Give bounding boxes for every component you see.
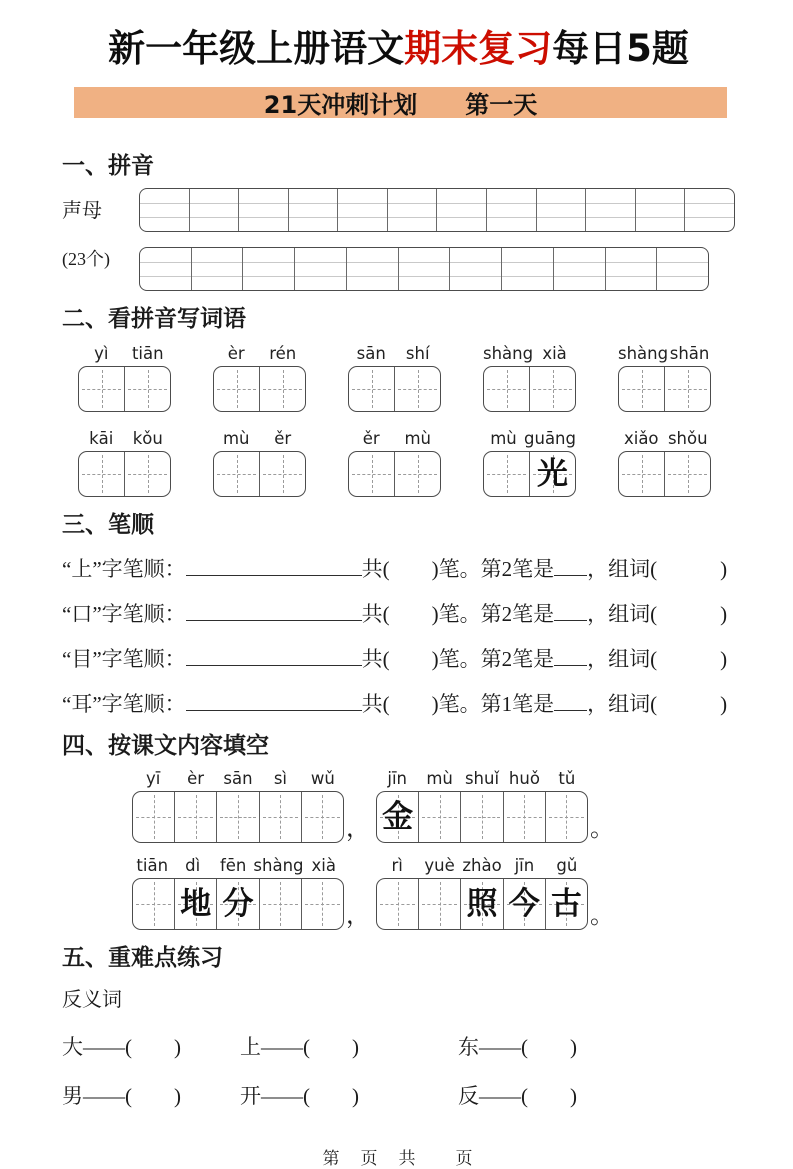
write-cell bbox=[124, 452, 170, 496]
write-cell bbox=[484, 452, 529, 496]
pinyin-syllable: sān bbox=[223, 768, 253, 788]
character-write-grid bbox=[213, 366, 306, 412]
initials-label: 声母 bbox=[62, 200, 102, 223]
pinyin-syllable: guāng bbox=[524, 428, 576, 448]
character-write-grid bbox=[132, 791, 344, 843]
answer-blank-short bbox=[554, 646, 587, 666]
write-cell bbox=[174, 879, 216, 929]
word-grid bbox=[213, 341, 306, 412]
word-grid-row2 bbox=[62, 426, 735, 497]
stroke-line-suffix: ，组词( ) bbox=[587, 692, 728, 717]
pinyin-labels bbox=[618, 341, 711, 363]
page-footer bbox=[62, 1144, 735, 1169]
word-grid-row1 bbox=[62, 341, 735, 412]
fill-grid bbox=[132, 853, 344, 930]
antonym-item: 男——( ) bbox=[62, 1084, 181, 1109]
section-pinyin bbox=[62, 152, 735, 291]
section-pinyin-heading: 一、拼音 bbox=[62, 153, 154, 179]
write-cell bbox=[635, 189, 685, 231]
section-practice bbox=[62, 944, 735, 1111]
word-grid bbox=[483, 426, 576, 497]
pinyin-syllable: shǒu bbox=[667, 428, 708, 448]
stroke-line-prefix: “耳”字笔顺： bbox=[62, 692, 186, 717]
pinyin-labels bbox=[376, 766, 588, 788]
stroke-order-line bbox=[62, 598, 735, 628]
word-grid bbox=[618, 426, 711, 497]
character-write-grid bbox=[348, 366, 441, 412]
write-cell bbox=[394, 452, 440, 496]
pinyin-write-strip bbox=[139, 247, 709, 291]
write-cell bbox=[619, 367, 664, 411]
comma-mark: ， bbox=[346, 816, 370, 843]
write-cell bbox=[133, 792, 174, 842]
pinyin-syllable: fēn bbox=[219, 855, 247, 875]
pinyin-syllable: kāi bbox=[89, 428, 114, 448]
pinyin-syllable: xiǎo bbox=[623, 428, 659, 448]
write-cell bbox=[449, 248, 501, 290]
write-cell bbox=[394, 367, 440, 411]
pinyin-syllable: tiān bbox=[136, 855, 169, 875]
stroke-line-suffix: ，组词( ) bbox=[587, 602, 728, 627]
pinyin-labels bbox=[483, 341, 576, 363]
antonym-item: 东——( ) bbox=[458, 1035, 577, 1060]
antonym-row2 bbox=[62, 1080, 735, 1110]
antonyms-subheading: 反义词 bbox=[62, 989, 122, 1012]
initials-strips bbox=[139, 188, 735, 291]
pinyin-syllable: wǔ bbox=[310, 768, 335, 788]
write-cell bbox=[294, 248, 346, 290]
prefilled-character: 古 bbox=[550, 886, 582, 922]
write-cell bbox=[259, 452, 305, 496]
write-cell bbox=[259, 879, 301, 929]
answer-blank-short bbox=[554, 601, 587, 621]
character-write-grid bbox=[78, 366, 171, 412]
pinyin-syllable: rì bbox=[391, 855, 403, 875]
word-grid bbox=[348, 341, 441, 412]
pinyin-syllable: tǔ bbox=[558, 768, 576, 788]
pinyin-syllable: xià bbox=[542, 343, 567, 363]
pinyin-labels bbox=[132, 853, 344, 875]
pinyin-labels bbox=[78, 426, 171, 448]
pinyin-syllable: yī bbox=[146, 768, 161, 788]
stroke-line-prefix: “目”字笔顺： bbox=[62, 647, 186, 672]
write-cell bbox=[503, 792, 545, 842]
write-cell bbox=[189, 189, 239, 231]
plan-banner bbox=[74, 87, 727, 118]
initials-labels bbox=[62, 188, 139, 291]
fill-grid bbox=[132, 766, 344, 843]
initials-count-label: (23个) bbox=[62, 249, 110, 270]
pinyin-labels bbox=[78, 341, 171, 363]
write-cell bbox=[664, 367, 710, 411]
pinyin-syllable: mù bbox=[426, 768, 453, 788]
pinyin-syllable: mù bbox=[222, 428, 250, 448]
write-cell bbox=[536, 189, 586, 231]
write-cell bbox=[529, 452, 575, 496]
pinyin-labels bbox=[483, 426, 576, 448]
write-cell bbox=[174, 792, 216, 842]
write-cell bbox=[418, 879, 460, 929]
answer-blank-short bbox=[554, 691, 587, 711]
section-stroke-order bbox=[62, 511, 735, 719]
pinyin-syllable: shí bbox=[405, 343, 430, 363]
pinyin-labels bbox=[348, 341, 441, 363]
word-grid bbox=[483, 341, 576, 412]
stroke-line-mid: 共( )笔。第2笔是 bbox=[361, 557, 555, 582]
prefilled-character: 照 bbox=[466, 886, 498, 922]
write-cell bbox=[288, 189, 338, 231]
write-cell bbox=[214, 367, 259, 411]
pinyin-syllable: yì bbox=[94, 343, 109, 363]
character-write-grid bbox=[483, 366, 576, 412]
character-write-grid bbox=[78, 451, 171, 497]
pinyin-syllable: zhào bbox=[462, 855, 502, 875]
pinyin-syllable: rén bbox=[269, 343, 297, 363]
stroke-line-suffix: ，组词( ) bbox=[587, 647, 728, 672]
character-write-grid bbox=[483, 451, 576, 497]
period-mark: 。 bbox=[590, 816, 614, 843]
fill-grid bbox=[376, 853, 588, 930]
write-cell bbox=[501, 248, 553, 290]
write-cell bbox=[216, 879, 258, 929]
pinyin-syllable: mù bbox=[404, 428, 432, 448]
page-title bbox=[62, 28, 735, 69]
write-cell bbox=[140, 248, 191, 290]
pinyin-syllable: jīn bbox=[514, 855, 535, 875]
write-cell bbox=[418, 792, 460, 842]
pinyin-syllable: shàng bbox=[618, 343, 669, 363]
fill-grid-row1 bbox=[62, 766, 735, 843]
write-cell bbox=[545, 792, 587, 842]
prefilled-character: 地 bbox=[180, 886, 212, 922]
stroke-order-line bbox=[62, 553, 735, 583]
pinyin-syllable: shuǐ bbox=[464, 768, 500, 788]
character-write-grid bbox=[132, 878, 344, 930]
initials-grid-row2 bbox=[139, 247, 709, 291]
write-cell bbox=[529, 367, 575, 411]
write-cell bbox=[349, 452, 394, 496]
write-cell bbox=[79, 452, 124, 496]
section-words-heading: 二、看拼音写词语 bbox=[62, 306, 246, 332]
section-practice-heading: 五、重难点练习 bbox=[62, 944, 223, 970]
stroke-line-mid: 共( )笔。第2笔是 bbox=[361, 647, 555, 672]
antonym-item: 大——( ) bbox=[62, 1035, 181, 1060]
prefilled-character: 光 bbox=[537, 456, 568, 492]
pinyin-labels bbox=[376, 853, 588, 875]
write-cell bbox=[301, 879, 343, 929]
write-cell bbox=[242, 248, 294, 290]
write-cell bbox=[346, 248, 398, 290]
pinyin-syllable: xià bbox=[311, 855, 336, 875]
pinyin-syllable: shān bbox=[669, 343, 710, 363]
write-cell bbox=[301, 792, 343, 842]
pinyin-write-strip bbox=[139, 188, 735, 232]
write-cell bbox=[436, 189, 486, 231]
write-cell bbox=[238, 189, 288, 231]
pinyin-syllable: shàng bbox=[483, 343, 534, 363]
write-cell bbox=[460, 792, 502, 842]
initials-grid-row1 bbox=[139, 188, 735, 232]
prefilled-character: 分 bbox=[222, 886, 254, 922]
character-write-grid bbox=[618, 451, 711, 497]
answer-blank-line bbox=[186, 691, 362, 711]
write-cell bbox=[377, 879, 418, 929]
title-part1: 新一年级上册语文 bbox=[108, 27, 405, 70]
pinyin-syllable: sì bbox=[273, 768, 288, 788]
write-cell bbox=[133, 879, 174, 929]
write-cell bbox=[553, 248, 605, 290]
stroke-line-suffix: ，组词( ) bbox=[587, 557, 728, 582]
write-cell bbox=[585, 189, 635, 231]
stroke-line-prefix: “口”字笔顺： bbox=[62, 602, 186, 627]
write-cell bbox=[387, 189, 437, 231]
pinyin-labels bbox=[618, 426, 711, 448]
answer-blank-line bbox=[186, 601, 362, 621]
word-grid bbox=[78, 341, 171, 412]
antonym-row1 bbox=[62, 1031, 735, 1061]
prefilled-character: 今 bbox=[508, 886, 540, 922]
prefilled-character: 金 bbox=[382, 799, 414, 835]
word-grid bbox=[348, 426, 441, 497]
stroke-order-line bbox=[62, 643, 735, 673]
answer-blank-short bbox=[554, 556, 587, 576]
comma-mark: ， bbox=[346, 903, 370, 930]
pinyin-labels bbox=[213, 341, 306, 363]
write-cell bbox=[377, 792, 418, 842]
write-cell bbox=[140, 189, 189, 231]
stroke-line-prefix: “上”字笔顺： bbox=[62, 557, 186, 582]
period-mark: 。 bbox=[590, 903, 614, 930]
pinyin-syllable: tiān bbox=[131, 343, 164, 363]
pinyin-syllable: ěr bbox=[274, 428, 292, 448]
pinyin-labels bbox=[213, 426, 306, 448]
pinyin-syllable: mù bbox=[490, 428, 517, 448]
plan-banner-text: 21天冲刺计划 第一天 bbox=[263, 91, 538, 120]
section-fill bbox=[62, 732, 735, 930]
antonym-item: 上——( ) bbox=[240, 1035, 359, 1060]
write-cell bbox=[214, 452, 259, 496]
pinyin-syllable: kǒu bbox=[132, 428, 163, 448]
write-cell bbox=[484, 367, 529, 411]
initials-block bbox=[62, 188, 735, 291]
page-number-text: 第 页 共 页 bbox=[322, 1149, 475, 1169]
write-cell bbox=[605, 248, 657, 290]
pinyin-syllable: èr bbox=[227, 343, 245, 363]
character-write-grid bbox=[376, 791, 588, 843]
write-cell bbox=[486, 189, 536, 231]
write-cell bbox=[216, 792, 258, 842]
stroke-line-mid: 共( )笔。第2笔是 bbox=[361, 602, 555, 627]
word-grid bbox=[78, 426, 171, 497]
write-cell bbox=[398, 248, 450, 290]
word-grid bbox=[618, 341, 711, 412]
write-cell bbox=[337, 189, 387, 231]
section-fill-heading: 四、按课文内容填空 bbox=[62, 733, 269, 759]
answer-blank-line bbox=[186, 556, 362, 576]
pinyin-syllable: huǒ bbox=[508, 768, 540, 788]
write-cell bbox=[460, 879, 502, 929]
write-cell bbox=[79, 367, 124, 411]
word-grid bbox=[213, 426, 306, 497]
section-stroke-order-heading: 三、笔顺 bbox=[62, 511, 154, 537]
write-cell bbox=[191, 248, 243, 290]
pinyin-syllable: shàng bbox=[253, 855, 304, 875]
title-highlight: 期末复习 bbox=[404, 27, 553, 70]
write-cell bbox=[664, 452, 710, 496]
character-write-grid bbox=[376, 878, 588, 930]
antonym-item: 反——( ) bbox=[458, 1084, 577, 1109]
write-cell bbox=[503, 879, 545, 929]
write-cell bbox=[619, 452, 664, 496]
pinyin-syllable: sān bbox=[356, 343, 386, 363]
stroke-order-line bbox=[62, 688, 735, 718]
pinyin-syllable: gǔ bbox=[556, 855, 578, 875]
write-cell bbox=[124, 367, 170, 411]
character-write-grid bbox=[348, 451, 441, 497]
fill-grid bbox=[376, 766, 588, 843]
write-cell bbox=[349, 367, 394, 411]
fill-grid-row2 bbox=[62, 853, 735, 930]
section-words bbox=[62, 305, 735, 497]
pinyin-syllable: ěr bbox=[362, 428, 380, 448]
pinyin-syllable: jīn bbox=[387, 768, 408, 788]
answer-blank-line bbox=[186, 646, 362, 666]
pinyin-syllable: èr bbox=[187, 768, 205, 788]
pinyin-syllable: yuè bbox=[424, 855, 455, 875]
write-cell bbox=[545, 879, 587, 929]
write-cell bbox=[259, 367, 305, 411]
character-write-grid bbox=[213, 451, 306, 497]
antonym-item: 开——( ) bbox=[240, 1084, 359, 1109]
write-cell bbox=[684, 189, 734, 231]
write-cell bbox=[656, 248, 708, 290]
pinyin-labels bbox=[348, 426, 441, 448]
pinyin-syllable: dì bbox=[185, 855, 201, 875]
title-part2: 每日5题 bbox=[552, 27, 689, 70]
character-write-grid bbox=[618, 366, 711, 412]
write-cell bbox=[259, 792, 301, 842]
stroke-line-mid: 共( )笔。第1笔是 bbox=[361, 692, 555, 717]
pinyin-labels bbox=[132, 766, 344, 788]
